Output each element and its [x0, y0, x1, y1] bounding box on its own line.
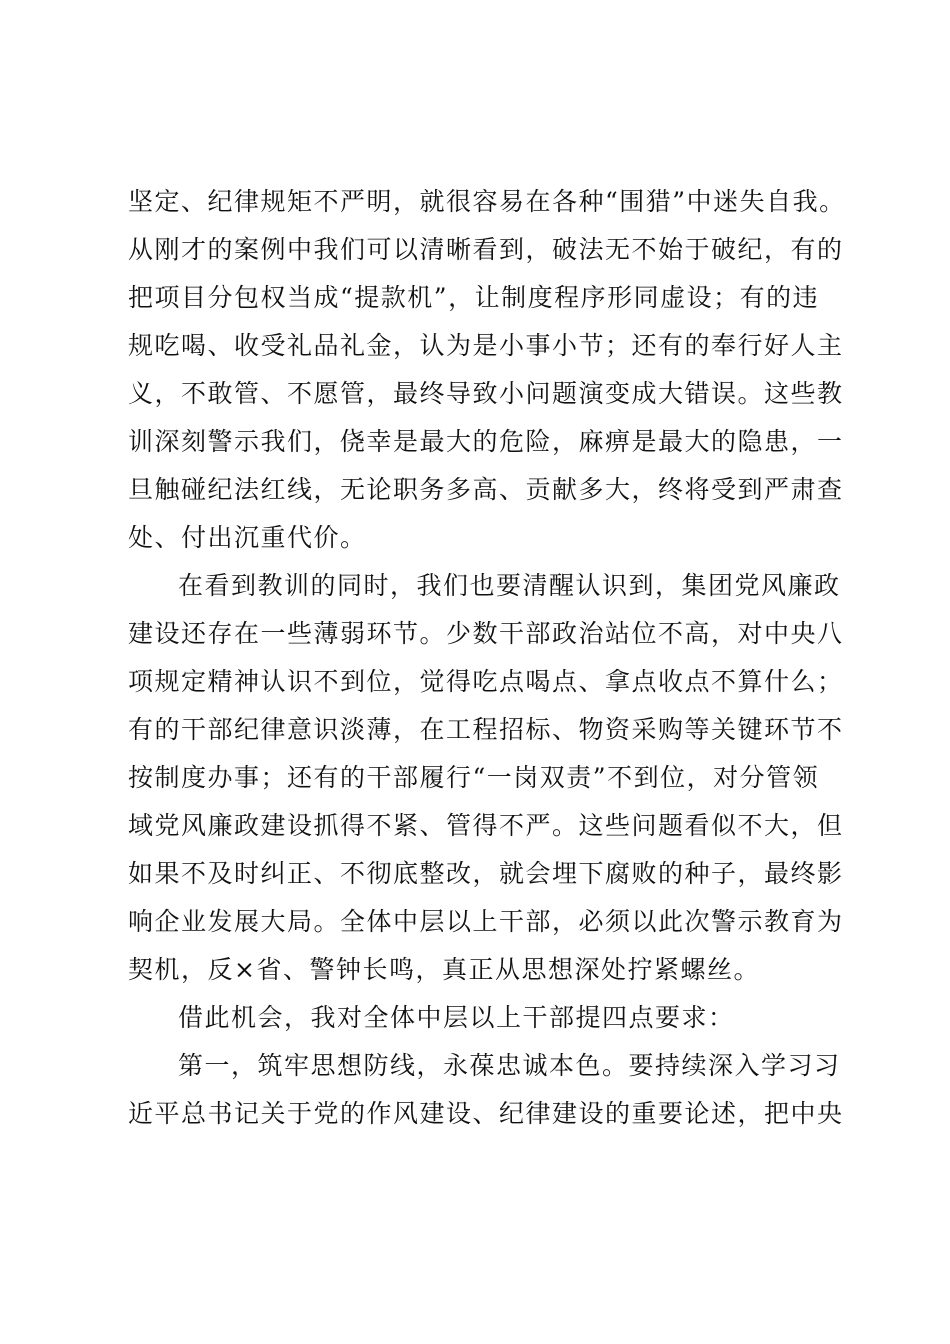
text-line: 契机，反×省、警钟长鸣，真正从思想深处拧紧螺丝。 [128, 955, 760, 984]
text-line: 建设还存在一些薄弱环节。少数干部政治站位不高，对中央八 [128, 619, 844, 648]
paragraph-start-line: 借此机会，我对全体中层以上干部提四点要求： [178, 1003, 735, 1032]
text-line: 规吃喝、收受礼品礼金，认为是小事小节；还有的奉行好人主 [128, 331, 844, 360]
text-line: 义，不敢管、不愿管，最终导致小问题演变成大错误。这些教 [128, 379, 844, 408]
document-body [128, 178, 850, 1138]
text-line: 项规定精神认识不到位，觉得吃点喝点、拿点收点不算什么； [128, 667, 844, 696]
text-line: 训深刻警示我们，侥幸是最大的危险，麻痹是最大的隐患，一 [128, 427, 844, 456]
text-line: 处、付出沉重代价。 [128, 523, 367, 552]
text-line: 把项目分包权当成“提款机”，让制度程序形同虚设；有的违 [128, 283, 820, 312]
text-line: 从刚才的案例中我们可以清晰看到，破法无不始于破纪，有的 [128, 235, 844, 264]
paragraph-start-line: 第一，筑牢思想防线，永葆忠诚本色。要持续深入学习习 [178, 1051, 841, 1080]
text-line: 响企业发展大局。全体中层以上干部，必须以此次警示教育为 [128, 907, 844, 936]
text-line: 域党风廉政建设抓得不紧、管得不严。这些问题看似不大，但 [128, 811, 844, 840]
text-line: 近平总书记关于党的作风建设、纪律建设的重要论述，把中央 [128, 1099, 844, 1128]
text-line: 旦触碰纪法红线，无论职务多高、贡献多大，终将受到严肃查 [128, 475, 844, 504]
paragraph-start-line: 在看到教训的同时，我们也要清醒认识到，集团党风廉政 [178, 571, 841, 600]
text-line: 如果不及时纠正、不彻底整改，就会埋下腐败的种子，最终影 [128, 859, 844, 888]
text-line: 坚定、纪律规矩不严明，就很容易在各种“围猎”中迷失自我。 [128, 187, 846, 216]
text-line: 按制度办事；还有的干部履行“一岗双责”不到位，对分管领 [128, 763, 820, 792]
text-line: 有的干部纪律意识淡薄，在工程招标、物资采购等关键环节不 [128, 715, 844, 744]
